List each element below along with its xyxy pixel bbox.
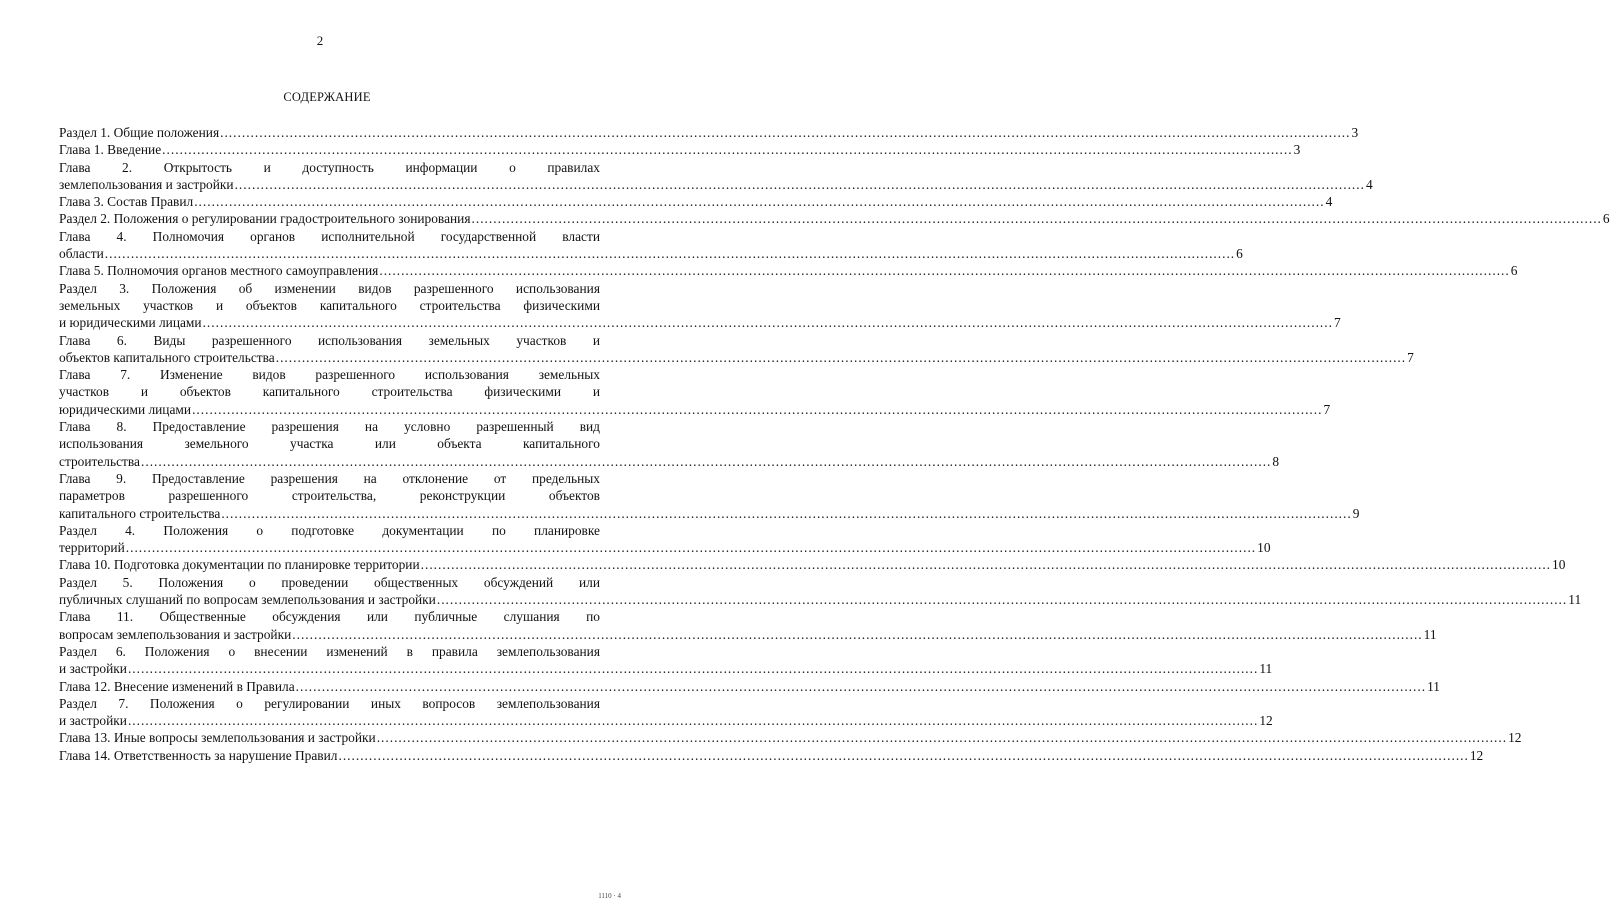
toc-entry-line: Раздел 3. Положения об изменении видов разрешенного использования (59, 280, 600, 296)
footer-mark: 1110 · 4 (598, 892, 621, 900)
toc-page-number: 10 (1552, 557, 1566, 573)
toc-page-number: 11 (1259, 661, 1273, 677)
toc-entry[interactable] (59, 556, 1566, 573)
toc-entry-line: использования земельного участка или объекта капитального (59, 436, 600, 452)
toc-entry[interactable] (59, 366, 1331, 418)
toc-entry-line: Раздел 4. Положения о подготовке документации по планировке (59, 522, 600, 538)
toc-entry-title: области (59, 246, 104, 262)
toc-entry-line: Глава 11. Общественные обсуждения или публичные слушания по (59, 609, 600, 625)
toc-entry-title: Глава 3. Состав Правил (59, 194, 194, 210)
toc-leader-dots: .................................................................................................................................................................................................................................................................... (338, 747, 1469, 763)
toc-leader-dots: .................................................................................................................................................................................................................................................................... (295, 678, 1427, 694)
toc-leader-dots: .................................................................................................................................................................................................................................................................... (376, 730, 1508, 746)
toc-entry[interactable] (59, 228, 1243, 263)
toc-entry-title: публичных слушаний по вопросам землепользования и застройки (59, 592, 436, 608)
toc-page-number: 12 (1259, 713, 1273, 729)
page-number: 2 (316, 33, 324, 48)
toc-page-number: 9 (1352, 505, 1360, 521)
toc-leader-dots: .................................................................................................................................................................................................................................................................... (379, 263, 1510, 279)
toc-leader-dots: .................................................................................................................................................................................................................................................................... (127, 713, 1259, 729)
toc-leader-dots: .................................................................................................................................................................................................................................................................... (127, 661, 1259, 677)
toc-page-number: 6 (1602, 211, 1610, 227)
toc-entry-title: и юридическими лицами (59, 315, 202, 331)
toc-entry[interactable] (59, 193, 1333, 210)
toc-entry[interactable] (59, 332, 1414, 367)
toc-entry[interactable] (59, 280, 1341, 332)
toc-page-number: 8 (1272, 453, 1280, 469)
toc-leader-dots: .................................................................................................................................................................................................................................................................... (104, 246, 1236, 262)
toc-page-number: 7 (1323, 401, 1331, 417)
toc-leader-dots: .................................................................................................................................................................................................................................................................... (192, 401, 1323, 417)
toc-entry-title: Глава 14. Ответственность за нарушение Правил (59, 747, 338, 763)
toc-entry-title: Раздел 2. Положения о регулировании градостроительного зонирования (59, 211, 471, 227)
toc-entry[interactable] (59, 124, 1359, 141)
toc-leader-dots: .................................................................................................................................................................................................................................................................... (234, 176, 1365, 192)
toc-title: СОДЕРЖАНИЕ (283, 90, 371, 104)
toc-entry-title: капитального строительства (59, 505, 221, 521)
toc-entry-line: участков и объектов капитального строительства физическими и (59, 384, 600, 400)
toc-leader-dots: .................................................................................................................................................................................................................................................................... (221, 505, 1352, 521)
table-of-contents (59, 124, 1610, 764)
toc-entry-title: объектов капитального строительства (59, 349, 275, 365)
toc-entry[interactable] (59, 262, 1518, 279)
toc-entry[interactable] (59, 729, 1522, 746)
toc-page-number: 4 (1325, 194, 1333, 210)
toc-entry[interactable] (59, 608, 1437, 643)
toc-entry-title: строительства (59, 453, 140, 469)
toc-entry-line: Глава 2. Открытость и доступность информации о правилах (59, 159, 600, 175)
toc-entry-title: и застройки (59, 661, 127, 677)
toc-entry[interactable] (59, 695, 1273, 730)
toc-page-number: 10 (1257, 540, 1271, 556)
toc-page-number: 11 (1427, 678, 1440, 694)
toc-page-number: 7 (1407, 349, 1414, 365)
toc-leader-dots: .................................................................................................................................................................................................................................................................... (420, 557, 1552, 573)
toc-entry[interactable] (59, 141, 1301, 158)
toc-entry-line: Раздел 7. Положения о регулировании иных вопросов землепользования (59, 695, 600, 711)
toc-page-number: 11 (1568, 592, 1582, 608)
toc-entry[interactable] (59, 210, 1610, 227)
toc-entry[interactable] (59, 470, 1360, 522)
toc-entry-title: территорий (59, 540, 125, 556)
toc-leader-dots: .................................................................................................................................................................................................................................................................... (141, 453, 1272, 469)
toc-leader-dots: .................................................................................................................................................................................................................................................................... (202, 315, 1333, 331)
toc-entry-title: землепользования и застройки (59, 176, 234, 192)
toc-entry-line: земельных участков и объектов капитального строительства физическими (59, 297, 600, 313)
toc-entry-line: Глава 4. Полномочия органов исполнительной государственной власти (59, 228, 600, 244)
toc-entry-title: Глава 1. Введение (59, 142, 162, 158)
toc-leader-dots: .................................................................................................................................................................................................................................................................... (471, 211, 1602, 227)
toc-page-number: 7 (1333, 315, 1341, 331)
toc-entry-title: Раздел 1. Общие положения (59, 125, 220, 140)
toc-entry-title: Глава 13. Иные вопросы землепользования и застройки (59, 730, 376, 746)
toc-entry[interactable] (59, 418, 1280, 470)
toc-entry[interactable] (59, 522, 1271, 557)
toc-entry-title: юридическими лицами (59, 401, 192, 417)
toc-leader-dots: .................................................................................................................................................................................................................................................................... (275, 349, 1407, 365)
toc-entry-line: Глава 9. Предоставление разрешения на отклонение от предельных (59, 470, 600, 486)
toc-entry-title: вопросам землепользования и застройки (59, 626, 292, 642)
toc-page-number: 12 (1508, 730, 1522, 746)
toc-page-number: 3 (1293, 142, 1301, 158)
toc-leader-dots: .................................................................................................................................................................................................................................................................... (220, 125, 1351, 140)
toc-leader-dots: .................................................................................................................................................................................................................................................................... (194, 194, 1325, 210)
toc-page-number: 6 (1236, 246, 1243, 262)
toc-entry[interactable] (59, 678, 1440, 695)
toc-entry-line: Раздел 5. Положения о проведении общественных обсуждений или (59, 574, 600, 590)
toc-entry-line: Глава 8. Предоставление разрешения на условно разрешенный вид (59, 419, 600, 435)
toc-page-number: 12 (1469, 747, 1484, 763)
toc-page-number: 4 (1365, 176, 1373, 192)
toc-entry-line: Глава 6. Виды разрешенного использования земельных участков и (59, 332, 600, 348)
toc-page-number: 3 (1351, 125, 1359, 140)
toc-leader-dots: .................................................................................................................................................................................................................................................................... (436, 592, 1568, 608)
toc-entry-title: Глава 10. Подготовка документации по планировке территории (59, 557, 420, 573)
toc-leader-dots: .................................................................................................................................................................................................................................................................... (125, 540, 1257, 556)
toc-entry-title: и застройки (59, 713, 127, 729)
toc-entry-title: Глава 5. Полномочия органов местного самоуправления (59, 263, 379, 279)
toc-entry-line: параметров разрешенного строительства, реконструкции объектов (59, 488, 600, 504)
toc-entry[interactable] (59, 747, 1484, 764)
toc-leader-dots: .................................................................................................................................................................................................................................................................... (292, 626, 1423, 642)
toc-page-number: 6 (1510, 263, 1518, 279)
toc-entry[interactable] (59, 159, 1373, 194)
toc-entry-title: Глава 12. Внесение изменений в Правила (59, 678, 295, 694)
toc-page-number: 11 (1423, 626, 1437, 642)
toc-entry[interactable] (59, 643, 1273, 678)
toc-leader-dots: .................................................................................................................................................................................................................................................................... (162, 142, 1293, 158)
toc-entry[interactable] (59, 574, 1582, 609)
toc-entry-line: Раздел 6. Положения о внесении изменений в правила землепользования (59, 643, 600, 659)
toc-entry-line: Глава 7. Изменение видов разрешенного использования земельных (59, 367, 600, 383)
